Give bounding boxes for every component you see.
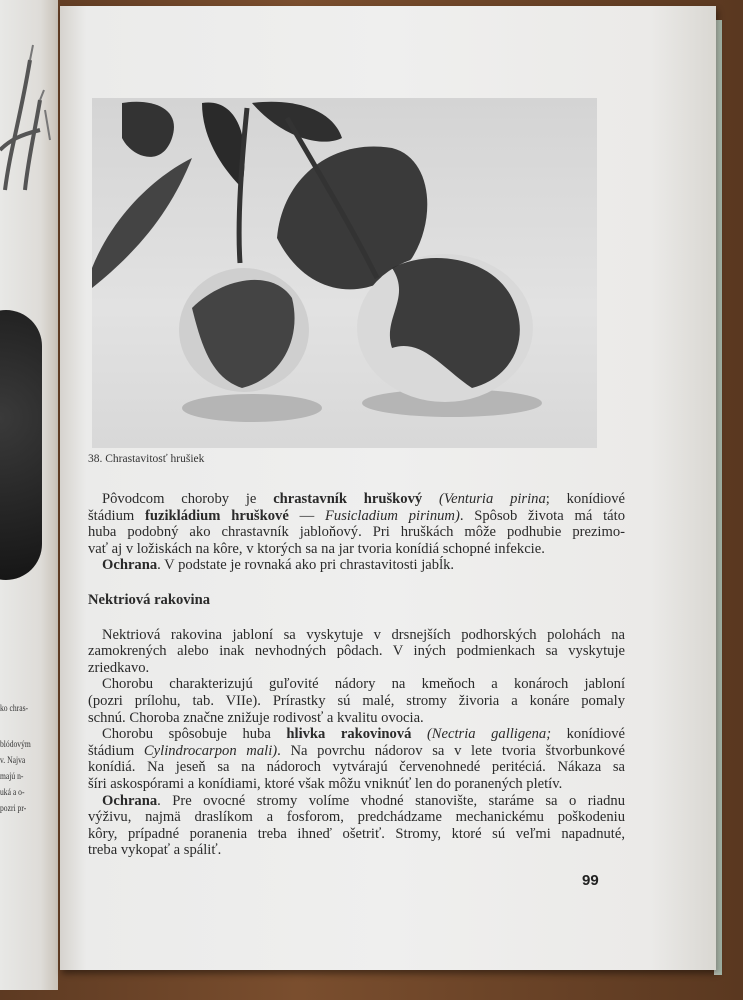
text-segment: kôry, prípadné poranenia treba ihneď ošetriť. Stromy, ktoré sú veľmi napadnuté, bbox=[88, 825, 625, 842]
text-line bbox=[88, 541, 625, 558]
text-line bbox=[88, 676, 625, 693]
text-line bbox=[88, 508, 625, 525]
text-line bbox=[88, 743, 625, 760]
text-line bbox=[88, 726, 625, 743]
text-line bbox=[88, 710, 625, 727]
paragraph bbox=[88, 793, 625, 859]
text-segment: štádium bbox=[88, 742, 144, 759]
text-segment: vať aj v ložiskách na kôre, v ktorých sa na jar tvoria konídiá schopné infekcie. bbox=[88, 540, 545, 557]
latin-name: (Nectria galligena; bbox=[411, 726, 552, 743]
bold-term: hlivka rakovinová bbox=[286, 726, 412, 743]
left-page-text-fragment: uká a o- bbox=[0, 788, 25, 798]
text-segment: Nektriová rakovina jabloní sa vyskytuje v drsnejších podhorských polohách na bbox=[102, 626, 625, 643]
text-line bbox=[88, 660, 625, 677]
latin-name: (Venturia pirina bbox=[422, 491, 546, 507]
text-line bbox=[88, 759, 625, 776]
left-page-text-fragment: ko chras- bbox=[0, 704, 29, 714]
text-segment: . Na povrchu nádorov sa v lete tvoria štvorbunkové bbox=[277, 742, 625, 759]
figure-photo-pears bbox=[92, 98, 597, 448]
text-line bbox=[88, 643, 625, 660]
text-segment: Chorobu spôsobuje huba bbox=[102, 726, 287, 743]
bold-term: Ochrana bbox=[102, 792, 158, 809]
text-segment: výživu, najmä draslíkom a fosforom, predchádzame mechanickému poškodeniu bbox=[88, 809, 625, 826]
bold-term: chrastavník hruškový bbox=[273, 491, 423, 507]
text-segment: schnú. Choroba značne znižuje rodivosť a kvalitu ovocia. bbox=[88, 709, 424, 726]
text-line bbox=[88, 826, 625, 843]
left-page-text-fragment: pozri pr- bbox=[0, 804, 27, 814]
text-line bbox=[88, 793, 625, 810]
text-line bbox=[88, 524, 625, 541]
figure-caption: 38. Chrastavitosť hrušiek bbox=[88, 453, 205, 465]
text-line bbox=[88, 776, 625, 793]
section-heading: Nektriová rakovina bbox=[88, 591, 211, 608]
text-segment: konídiové bbox=[551, 726, 625, 743]
latin-name: Cylindrocarpon mali) bbox=[143, 742, 278, 759]
paragraph bbox=[88, 491, 625, 557]
text-segment: šíri askospórami a konídiami, ktoré však môžu vniknúť len do poranených pletív. bbox=[88, 775, 563, 792]
text-segment: — bbox=[288, 507, 325, 524]
text-line bbox=[88, 693, 625, 710]
spacer bbox=[88, 574, 625, 592]
text-line bbox=[88, 842, 625, 859]
text-segment: treba vykopať a spáliť. bbox=[88, 842, 222, 859]
bold-term: Ochrana bbox=[102, 557, 158, 574]
text-segment: . Pre ovocné stromy volíme vhodné stanovište, staráme sa o riadnu bbox=[157, 792, 625, 809]
left-page-edge bbox=[0, 0, 58, 990]
body-text bbox=[88, 491, 625, 859]
text-segment: štádium bbox=[88, 507, 146, 524]
left-page-illustration bbox=[0, 40, 55, 220]
page-number: 99 bbox=[582, 872, 599, 889]
text-line bbox=[88, 491, 625, 508]
paragraph bbox=[88, 676, 625, 726]
text-segment: zamokrených alebo inak nevhodných pôdach. V iných podmienkach sa vyskytuje bbox=[88, 643, 625, 660]
left-page-text-fragment: blódovým bbox=[0, 740, 31, 750]
text-line bbox=[88, 809, 625, 826]
left-page-text-fragment: majú n- bbox=[0, 772, 24, 782]
spacer bbox=[88, 609, 625, 627]
text-segment: zriedkavo. bbox=[88, 659, 150, 676]
text-segment: Pôvodcom choroby je bbox=[102, 491, 274, 507]
text-segment: konídiá. Na jeseň sa na nádoroch vytvárajú červenohnedé peritéciá. Nákaza sa bbox=[88, 759, 625, 776]
text-segment: (pozri prílohu, tab. VIIe). Prírastky sú malé, stromy živoria a konáre pomaly bbox=[88, 692, 625, 709]
paragraph bbox=[88, 557, 625, 574]
text-segment: . Spôsob života má táto bbox=[459, 507, 625, 524]
left-page-dark-fruit-image bbox=[0, 310, 42, 580]
bold-term: fuzikládium hruškové bbox=[145, 507, 289, 524]
paragraph bbox=[88, 627, 625, 677]
latin-name: Fusicladium pirinum) bbox=[324, 507, 460, 524]
left-page-text-fragment: v. Najva bbox=[0, 756, 26, 766]
text-segment: ; konídiové bbox=[545, 491, 625, 507]
paragraph bbox=[88, 726, 625, 792]
text-line bbox=[88, 627, 625, 644]
text-line bbox=[88, 557, 625, 574]
text-segment: . V podstate je rovnaká ako pri chrastavitosti jabĺk. bbox=[157, 557, 455, 574]
text-segment: Chorobu charakterizujú guľovité nádory na kmeňoch a konároch jabloní bbox=[102, 676, 625, 693]
text-segment: huba podobný ako chrastavník jabloňový. Pri hruškách môže podhubie prezimo- bbox=[88, 524, 625, 541]
